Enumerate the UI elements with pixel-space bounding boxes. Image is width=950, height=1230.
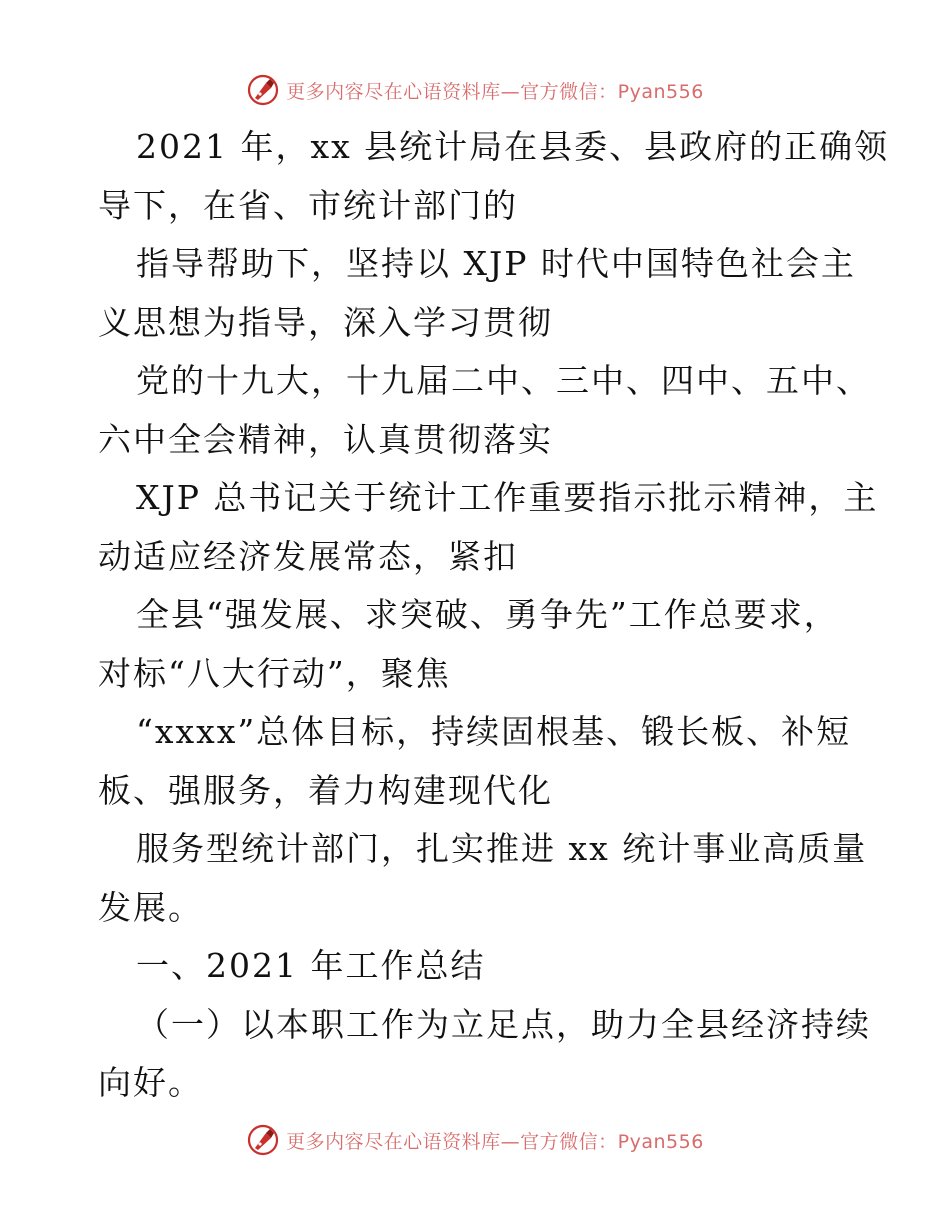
paragraph-line: 指导帮助下，坚持以 XJP 时代中国特色社会主 xyxy=(136,244,856,283)
paragraph-line: 对标“八大行动”，聚焦 xyxy=(98,653,451,693)
pen-nib-logo-icon xyxy=(246,1123,280,1157)
paragraph-line: 发展。 xyxy=(98,887,203,927)
paragraph-line: XJP 总书记关于统计工作重要指示批示精神，主 xyxy=(136,478,879,517)
paragraph-line: 义思想为指导，深入学习贯彻 xyxy=(98,302,553,342)
footer-banner xyxy=(0,1120,950,1160)
document-body xyxy=(98,118,890,1113)
paragraph-line: 全县“强发展、求突破、勇争先”工作总要求， xyxy=(136,595,839,634)
paragraph-line: 党的十九大，十九届二中、三中、四中、五中、 xyxy=(136,361,871,400)
paragraph-line: 2021 年，xx 县统计局在县委、县政府的正确领 xyxy=(136,127,890,166)
paragraph-line: 动适应经济发展常态，紧扣 xyxy=(98,536,518,576)
paragraph-line: “xxxx”总体目标，持续固根基、锻长板、补短 xyxy=(136,712,852,751)
pen-nib-logo-icon xyxy=(246,73,280,107)
paragraph-line: 服务型统计部门，扎实推进 xx 统计事业高质量 xyxy=(136,829,868,868)
subsection-heading: （一）以本职工作为立足点，助力全县经济持续 xyxy=(136,1004,871,1044)
subsection-heading-continued: 向好。 xyxy=(98,1063,203,1102)
header-banner xyxy=(0,70,950,110)
paragraph-line: 六中全会精神，认真贯彻落实 xyxy=(98,419,553,459)
footer-banner-text: 更多内容尽在心语资料库—官方微信：Pyan556 xyxy=(286,1130,704,1153)
paragraph-line: 导下，在省、市统计部门的 xyxy=(98,185,518,225)
header-banner-text: 更多内容尽在心语资料库—官方微信：Pyan556 xyxy=(286,80,704,103)
section-heading: 一、2021 年工作总结 xyxy=(136,946,486,985)
paragraph-line: 板、强服务，着力构建现代化 xyxy=(98,770,553,810)
